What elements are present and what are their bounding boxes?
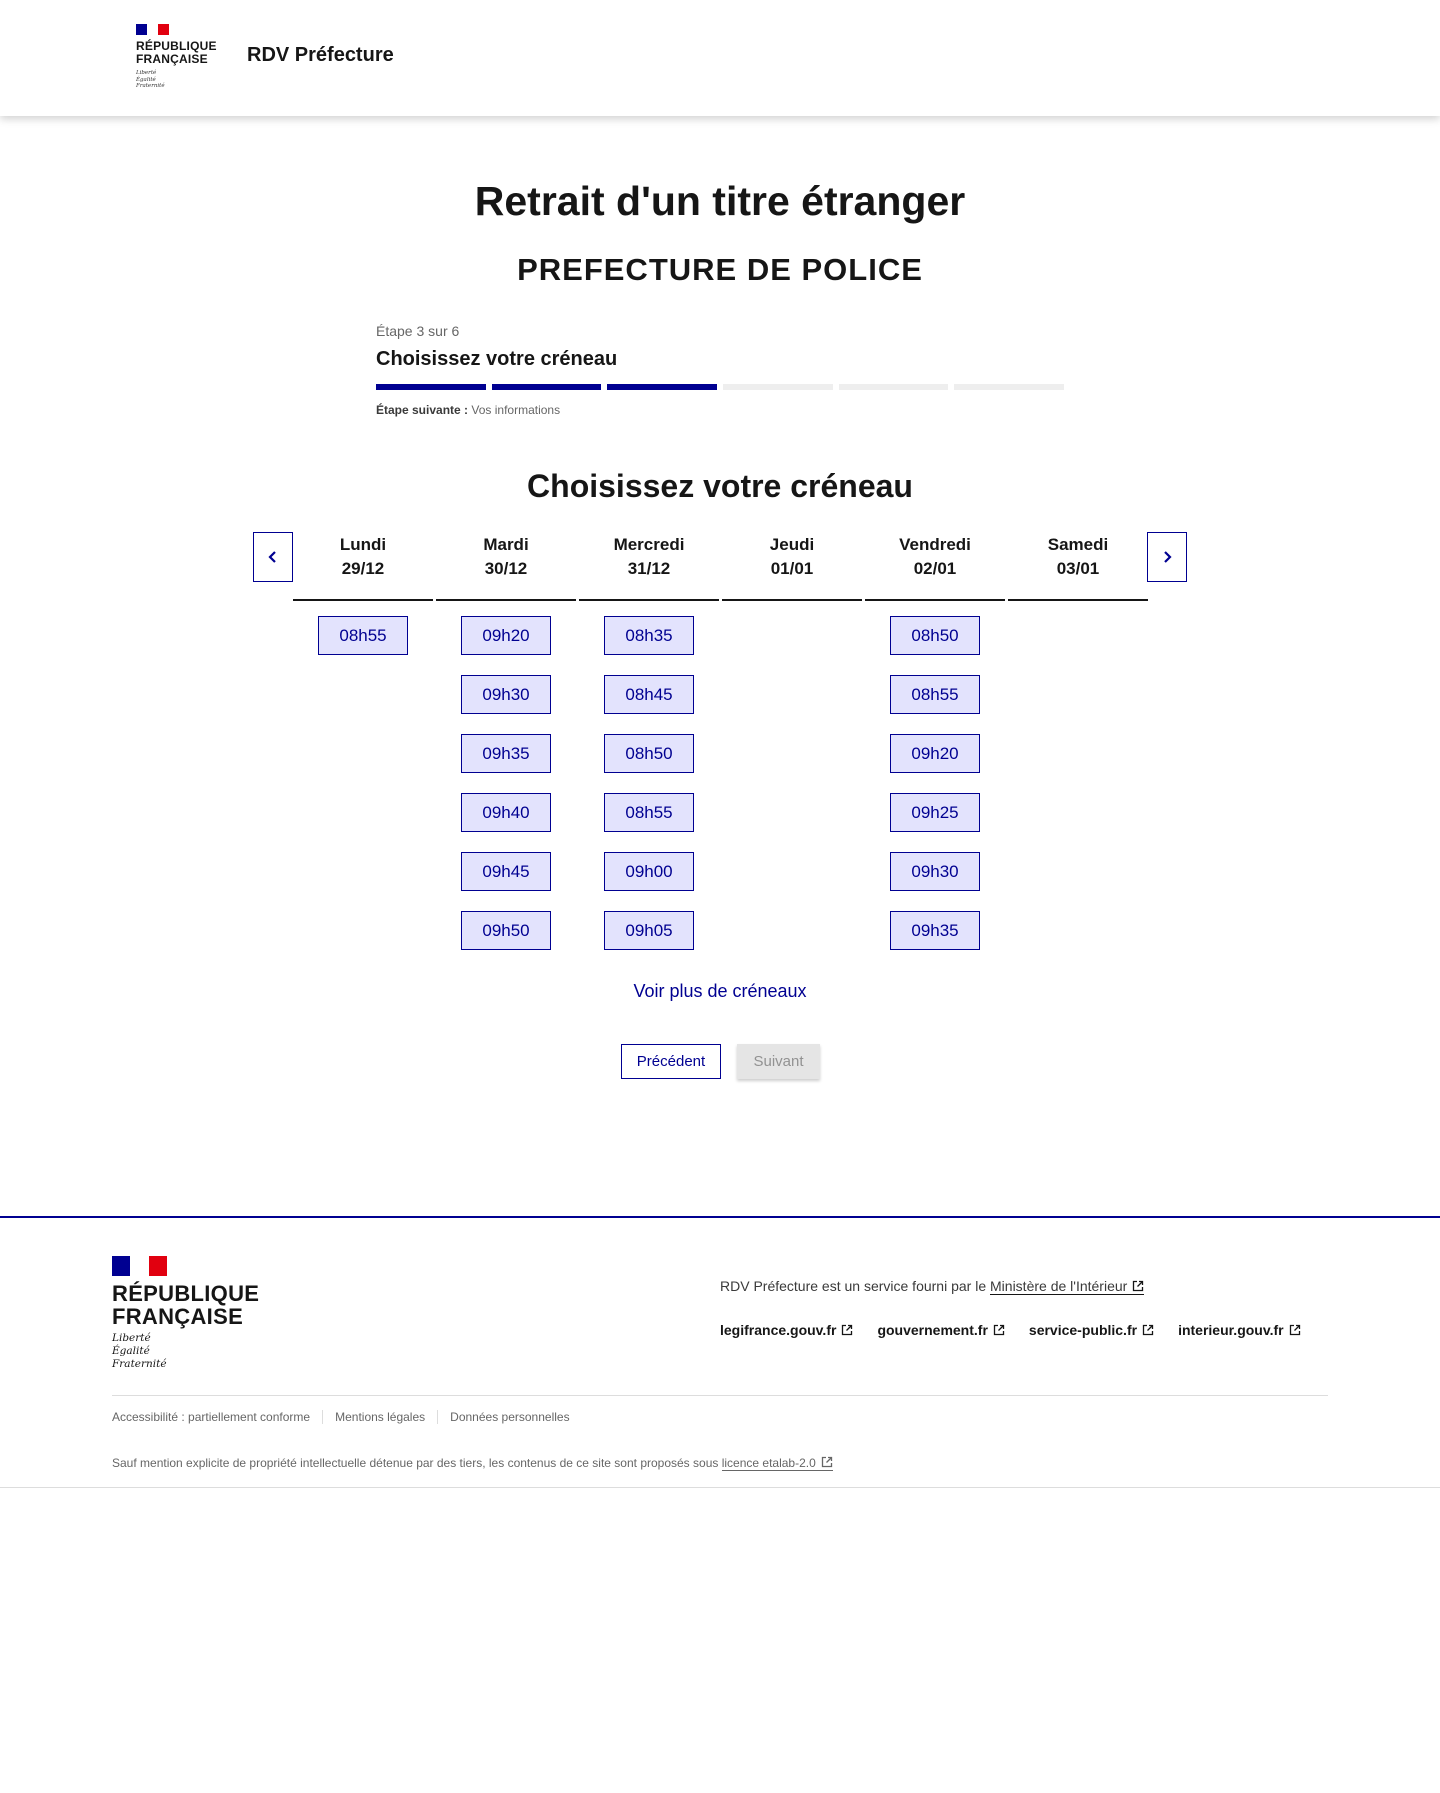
step-segment	[839, 384, 949, 390]
day-header	[436, 532, 576, 601]
french-flag-icon	[112, 1256, 167, 1276]
time-slot-button[interactable]: 08h45	[604, 675, 694, 714]
footer-bottom-links	[112, 1410, 582, 1424]
day-column	[865, 532, 1005, 950]
step-progress-bar	[376, 384, 1064, 390]
day-column	[722, 532, 862, 950]
licence-text: Sauf mention explicite de propriété intellectuelle détenue par des tiers, les contenus de ce site sont proposés sous	[112, 1456, 722, 1470]
chevron-left-icon	[266, 550, 280, 564]
external-link-icon	[841, 1324, 853, 1336]
logo-republic-text: RÉPUBLIQUE FRANÇAISE	[136, 39, 217, 66]
stepper	[376, 323, 1064, 417]
step-count: Étape 3 sur 6	[376, 323, 460, 339]
step-segment	[607, 384, 717, 390]
step-segment	[954, 384, 1064, 390]
time-slot-button[interactable]: 09h35	[890, 911, 980, 950]
footer-gov-link[interactable]	[1178, 1322, 1301, 1338]
more-slots-link[interactable]: Voir plus de créneaux	[633, 981, 807, 1001]
external-link-icon	[821, 1456, 833, 1468]
time-slot-button[interactable]: 08h55	[604, 793, 694, 832]
ministere-link[interactable]	[990, 1278, 1144, 1295]
footer-gov-link-label: service-public.fr	[1028, 1322, 1138, 1338]
slot-section-title: Choisissez votre créneau	[527, 468, 913, 504]
republique-francaise-logo[interactable]	[136, 24, 217, 90]
time-slot-button[interactable]: 09h40	[461, 793, 551, 832]
footer-licence	[112, 1456, 833, 1470]
logo-motto: Liberté Égalité Fraternité	[136, 70, 165, 89]
page-subtitle: PREFECTURE DE POLICE	[517, 252, 923, 287]
day-header	[579, 532, 719, 601]
slot-list	[579, 601, 719, 950]
step-segment	[376, 384, 486, 390]
calendar-days	[293, 532, 1148, 950]
step-next-label: Étape suivante :	[376, 403, 469, 417]
footer-gov-link-label: legifrance.gouv.fr	[720, 1322, 837, 1338]
day-name: Mercredi	[613, 535, 685, 554]
slot-list	[865, 601, 1005, 950]
site-header	[0, 0, 1440, 116]
footer-gov-link[interactable]	[720, 1322, 853, 1338]
external-link-icon	[993, 1324, 1005, 1336]
time-slot-button[interactable]: 09h45	[461, 852, 551, 891]
site-footer	[0, 1216, 1440, 1488]
day-date: 29/12	[341, 559, 385, 578]
footer-description	[720, 1278, 1144, 1294]
time-slot-button[interactable]: 09h25	[890, 793, 980, 832]
page-title: Retrait d'un titre étranger	[474, 178, 966, 224]
footer-republic-text: RÉPUBLIQUE FRANÇAISE	[112, 1281, 260, 1329]
licence-link[interactable]	[722, 1456, 833, 1471]
day-name: Samedi	[1047, 535, 1109, 554]
footer-divider	[112, 1395, 1328, 1396]
time-slot-button[interactable]: 08h35	[604, 616, 694, 655]
time-slot-button[interactable]: 09h50	[461, 911, 551, 950]
day-column	[579, 532, 719, 950]
slot-list	[1008, 601, 1148, 616]
day-header	[293, 532, 433, 601]
footer-motto: Liberté Égalité Fraternité	[112, 1332, 167, 1370]
footer-bottom-link[interactable]: Mentions légales	[322, 1410, 437, 1424]
time-slot-button[interactable]: 08h55	[318, 616, 408, 655]
day-date: 02/01	[913, 559, 957, 578]
time-slot-button[interactable]: 09h30	[461, 675, 551, 714]
day-name: Lundi	[339, 535, 387, 554]
time-slot-button[interactable]: 09h00	[604, 852, 694, 891]
chevron-right-icon	[1160, 550, 1174, 564]
footer-gov-links	[720, 1322, 1301, 1338]
external-link-icon	[1289, 1324, 1301, 1336]
footer-gov-link[interactable]	[1029, 1322, 1154, 1338]
day-column	[1008, 532, 1148, 950]
step-segment	[492, 384, 602, 390]
day-name: Jeudi	[769, 535, 815, 554]
footer-bottom-link[interactable]: Données personnelles	[437, 1410, 581, 1424]
time-slot-button[interactable]: 08h50	[604, 734, 694, 773]
footer-logo[interactable]	[112, 1256, 259, 1371]
day-column	[436, 532, 576, 950]
slot-list	[722, 601, 862, 616]
footer-desc-text: RDV Préfecture est un service fourni par le	[720, 1278, 991, 1294]
day-header	[722, 532, 862, 601]
day-date: 30/12	[484, 559, 528, 578]
time-slot-button[interactable]: 08h55	[890, 675, 980, 714]
footer-gov-link-label: interieur.gouv.fr	[1178, 1322, 1284, 1338]
next-week-button[interactable]	[1147, 532, 1187, 582]
step-next-info	[376, 403, 1064, 417]
day-date: 01/01	[770, 559, 814, 578]
slot-list	[293, 601, 433, 655]
time-slot-button[interactable]: 09h20	[461, 616, 551, 655]
time-slot-button[interactable]: 09h05	[604, 911, 694, 950]
time-slot-button[interactable]: 08h50	[890, 616, 980, 655]
next-button[interactable]: Suivant	[737, 1044, 820, 1079]
french-flag-icon	[136, 24, 169, 35]
step-current-title: Choisissez votre créneau	[376, 348, 618, 370]
previous-button[interactable]: Précédent	[621, 1044, 721, 1079]
day-name: Mardi	[483, 535, 529, 554]
licence-link-label: licence etalab-2.0	[721, 1456, 816, 1470]
day-header	[1008, 532, 1148, 601]
day-date: 31/12	[627, 559, 671, 578]
previous-week-button[interactable]	[253, 532, 293, 582]
day-header	[865, 532, 1005, 601]
external-link-icon	[1142, 1324, 1154, 1336]
time-slot-button[interactable]: 09h30	[890, 852, 980, 891]
day-date: 03/01	[1056, 559, 1100, 578]
footer-gov-link[interactable]	[877, 1322, 1004, 1338]
slot-list	[436, 601, 576, 950]
step-segment	[723, 384, 833, 390]
footer-gov-link-label: gouvernement.fr	[877, 1322, 988, 1338]
time-slot-button[interactable]: 09h20	[890, 734, 980, 773]
time-slot-button[interactable]: 09h35	[461, 734, 551, 773]
day-name: Vendredi	[899, 535, 971, 554]
footer-bottom-link[interactable]: Accessibilité : partiellement conforme	[112, 1410, 311, 1424]
external-link-icon	[1132, 1280, 1144, 1292]
ministere-link-label: Ministère de l'Intérieur	[990, 1278, 1128, 1294]
site-name[interactable]: RDV Préfecture	[247, 44, 394, 66]
step-next-value: Vos informations	[471, 403, 561, 417]
day-column	[293, 532, 433, 950]
